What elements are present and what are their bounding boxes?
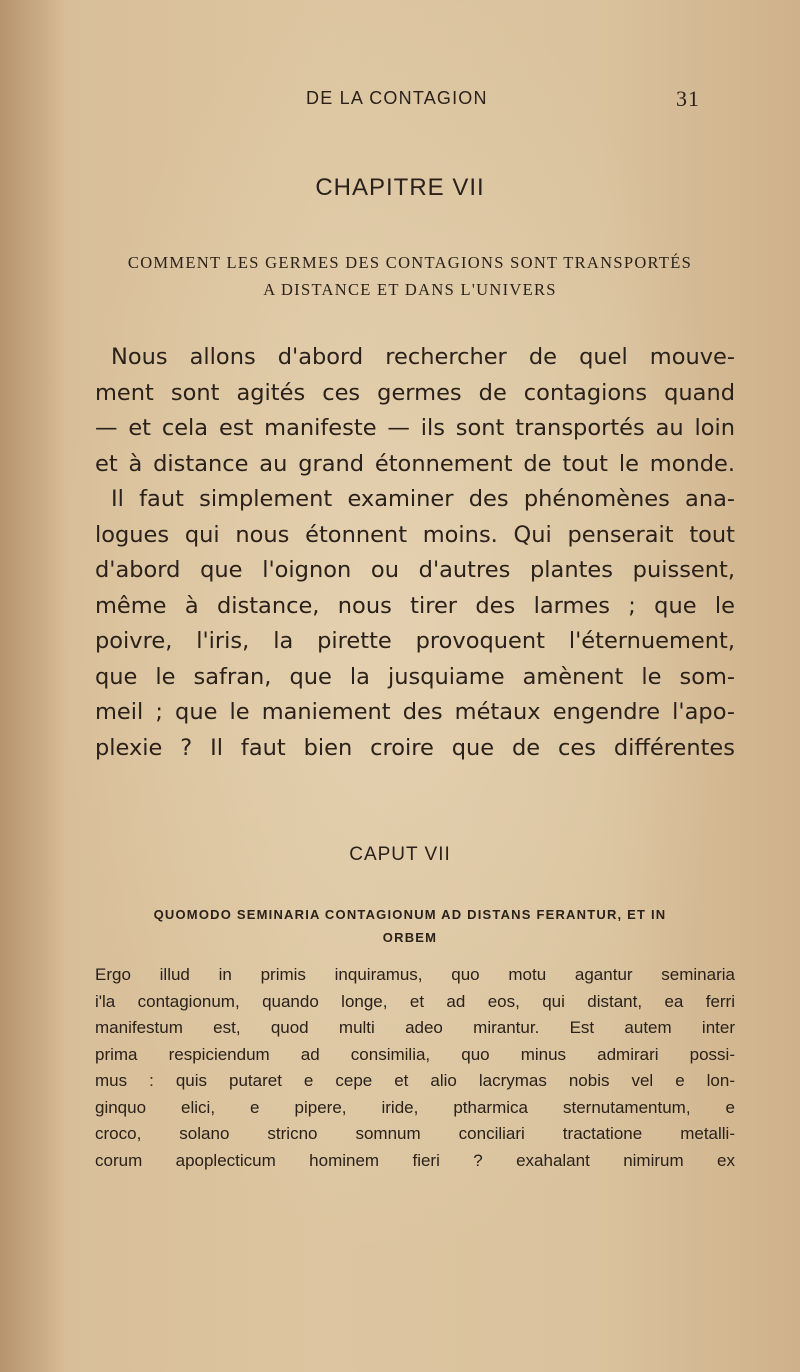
latin-line: ginquo elici, e pipere, iride, ptharmica sternutamentum, e xyxy=(95,1097,735,1117)
chapter-subtitle-line: COMMENT LES GERMES DES CONTAGIONS SONT TRANSPORTÉS xyxy=(127,253,693,272)
chapter-title: CHAPITRE VII xyxy=(315,174,485,201)
french-line: — et cela est manifeste — ils sont transportés au loin xyxy=(95,415,735,441)
latin-line: manifestum est, quod multi adeo mirantur. Est autem inter xyxy=(95,1018,735,1037)
french-line: même à distance, nous tirer des larmes ; que le xyxy=(95,592,735,619)
french-line: Il faut simplement examiner des phénomènes ana- xyxy=(111,486,735,512)
latin-line: i'la contagionum, quando longe, et ad eos, qui distant, ea ferri xyxy=(95,991,735,1011)
french-line: meil ; que le maniement des métaux engendre l'apo- xyxy=(95,699,735,725)
running-head-title: DE LA CONTAGION xyxy=(306,88,488,108)
french-line: ment sont agités ces germes de contagions quand xyxy=(95,379,735,406)
latin-line: prima respiciendum ad consimilia, quo minus admirari possi- xyxy=(95,1044,735,1064)
caput-subtitle-line: QUOMODO SEMINARIA CONTAGIONUM AD DISTANS FERANTUR, ET IN xyxy=(153,907,667,922)
latin-line: Ergo illud in primis inquiramus, quo motu agantur seminaria xyxy=(95,965,735,984)
caput-subtitle xyxy=(95,903,725,949)
french-paragraph xyxy=(95,340,735,766)
latin-line: mus : quis putaret e cepe et alio lacrymas nobis vel e lon- xyxy=(95,1071,735,1090)
page-number: 31 xyxy=(676,86,700,111)
latin-line: croco, solano stricno somnum conciliari tractatione metalli- xyxy=(95,1124,735,1143)
latin-paragraph xyxy=(95,962,735,1174)
french-line: poivre, l'iris, la pirette provoquent l'éternuement, xyxy=(95,628,735,654)
chapter-subtitle-line: A DISTANCE ET DANS L'UNIVERS xyxy=(263,280,557,299)
french-line: que le safran, que la jusquiame amènent le som- xyxy=(95,663,735,690)
caput-title: CAPUT VII xyxy=(349,844,451,865)
caput-subtitle-line: ORBEM xyxy=(382,930,438,945)
french-line: d'abord que l'oignon ou d'autres plantes puissent, xyxy=(95,557,735,583)
french-line: logues qui nous étonnent moins. Qui penserait tout xyxy=(95,521,735,548)
french-line: et à distance au grand étonnement de tout le monde. xyxy=(95,450,735,477)
french-line: plexie ? Il faut bien croire que de ces différentes xyxy=(95,734,735,761)
chapter-subtitle xyxy=(95,249,725,303)
french-line: Nous allons d'abord rechercher de quel mouve- xyxy=(111,344,735,370)
running-head xyxy=(0,88,800,112)
latin-line: corum apoplecticum hominem fieri ? exahalant nimirum ex xyxy=(95,1150,735,1170)
